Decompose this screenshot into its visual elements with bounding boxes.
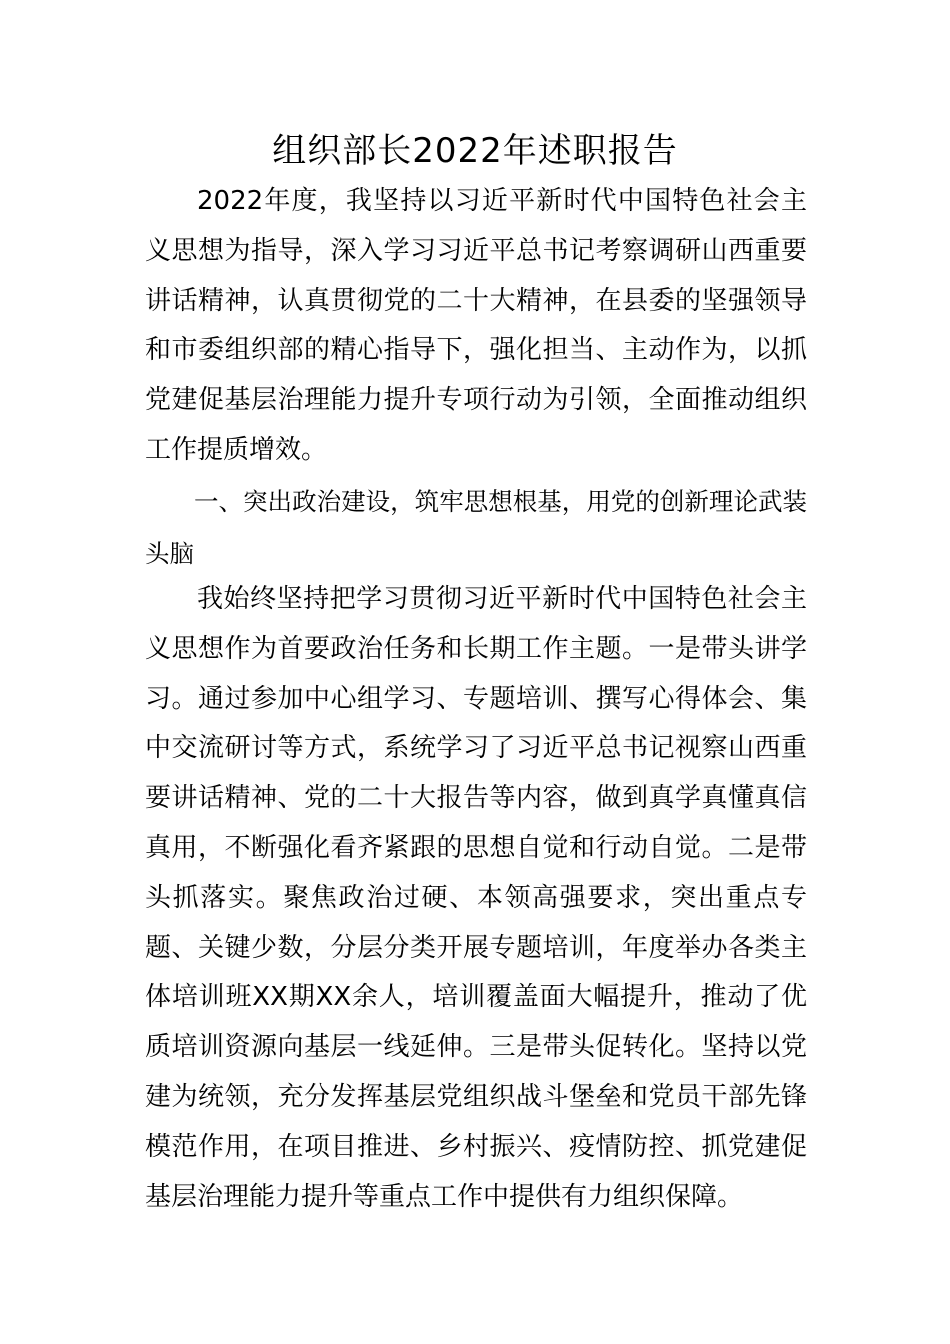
intro-paragraph: 2022年度，我坚持以习近平新时代中国特色社会主义思想为指导，深入学习习近平总书记考察调研山西重要讲话精神，认真贯彻党的二十大精神，在县委的坚强领导和市委组织部的精心指导下，强化担当、主动作为，以抓党建促基层治理能力提升专项行动为引领，全面推动组织工作提质增效。	[145, 186, 807, 465]
section-paragraph: 我始终坚持把学习贯彻习近平新时代中国特色社会主义思想作为首要政治任务和长期工作主题。一是带头讲学习。通过参加中心组学习、专题培训、撰写心得体会、集中交流研讨等方式，系统学习了习近平总书记视察山西重要讲话精神、党的二十大报告等内容，做到真学真懂真信真用，不断强化看齐紧跟的思想自觉和行动自觉。二是带头抓落实。聚焦政治过硬、本领高强要求，突出重点专题、关键少数，分层分类开展专题培训，年度举办各类主体培训班XX期XX余人，培训覆盖面大幅提升，推动了优质培训资源向基层一线延伸。三是带头促转化。坚持以党建为统领，充分发挥基层党组织战斗堡垒和党员干部先锋模范作用，在项目推进、乡村振兴、疫情防控、抓党建促基层治理能力提升等重点工作中提供有力组织保障。	[145, 584, 807, 1212]
section-heading: 一、突出政治建设，筑牢思想根基，用党的创新理论武装头脑	[145, 487, 807, 568]
document-title: 组织部长2022年述职报告	[272, 131, 678, 171]
